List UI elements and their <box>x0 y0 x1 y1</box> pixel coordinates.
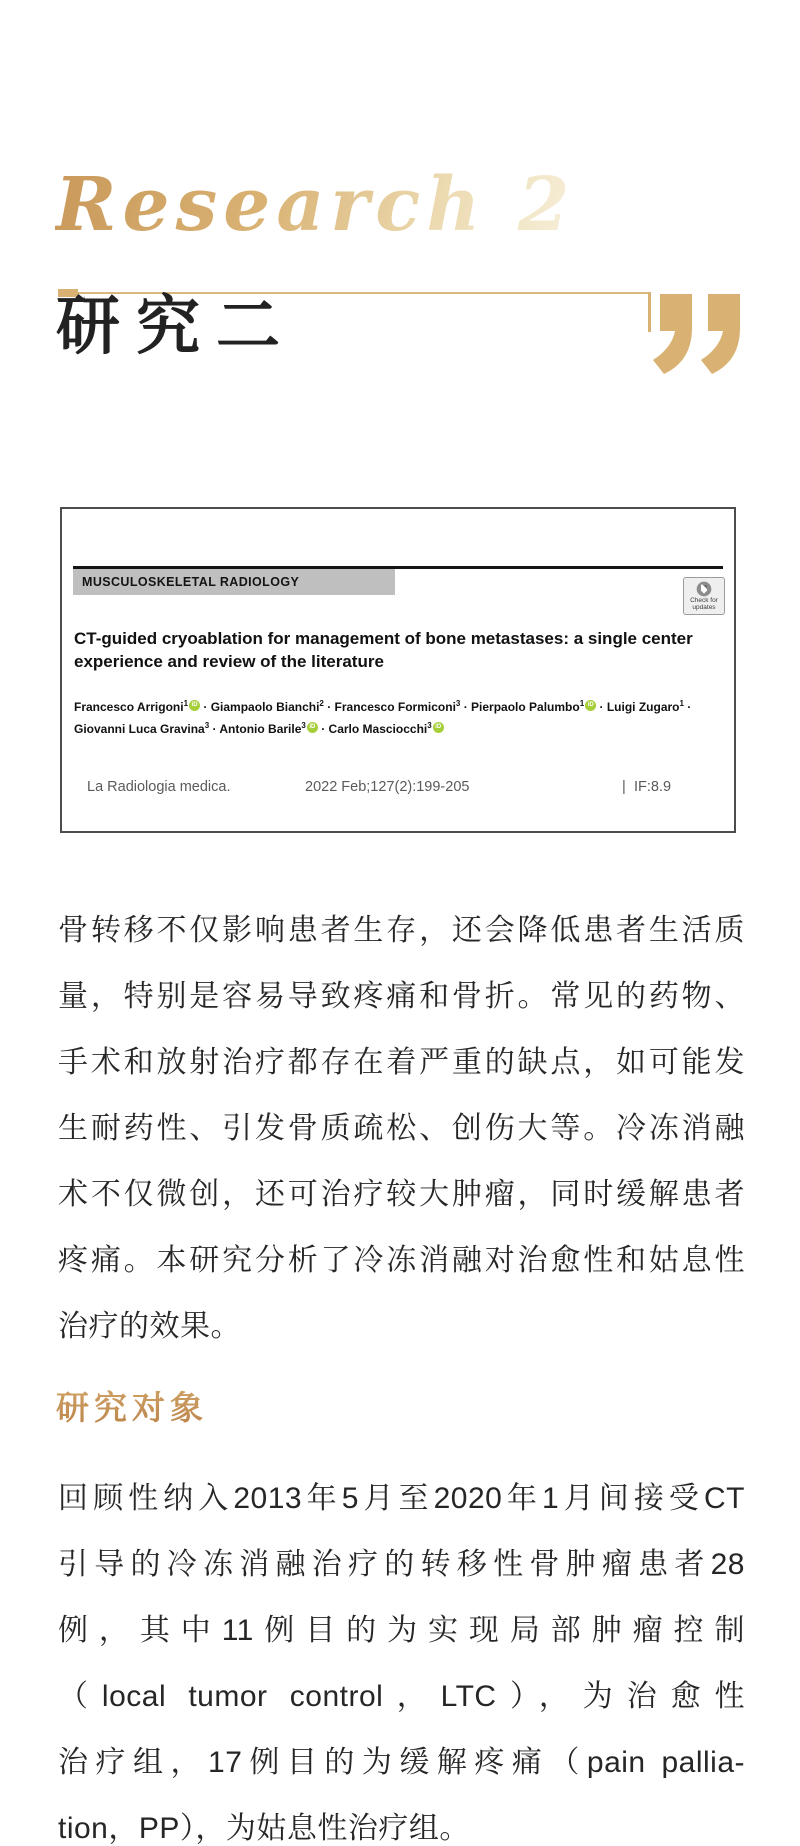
author-name: Giovanni Luca Gravina <box>74 721 205 736</box>
paper-authors <box>74 695 724 738</box>
author-separator: · <box>317 721 329 736</box>
author-affiliation-superscript: 3 <box>301 720 306 730</box>
body-text-line: 疼痛。本研究分析了冷冻消融对治愈性和姑息性 <box>58 1244 745 1277</box>
body-text-line: 骨转移不仅影响患者生存，还会降低患者生活质 <box>58 914 745 947</box>
impact-factor: IF:8.9 <box>634 779 672 795</box>
journal-citation-row <box>62 779 738 799</box>
author-affiliation-superscript: 3 <box>204 720 210 730</box>
author-affiliation-superscript: 3 <box>427 720 432 730</box>
body-text-line: 例，其中11例目的为实现局部肿瘤控制 <box>58 1614 745 1647</box>
author-affiliation-superscript: 1 <box>183 699 189 708</box>
impact-divider: | <box>622 779 626 795</box>
body-text-line: 手术和放射治疗都存在着严重的缺点，如可能发 <box>58 1046 745 1079</box>
subsection-heading: 研究对象 <box>56 1382 208 1429</box>
gold-divider-tick <box>648 292 651 332</box>
author-separator: · <box>596 700 607 714</box>
author-separator: · <box>460 700 472 714</box>
orcid-icon: iD <box>433 722 444 733</box>
paper-screenshot-card <box>60 507 736 833</box>
author-separator: · <box>209 721 220 736</box>
author-affiliation-superscript: 1 <box>579 699 585 708</box>
body-text-line: （local tumor control，LTC），为治愈性 <box>58 1680 745 1713</box>
journal-name: La Radiologia medica. <box>87 779 231 795</box>
authors-line-2 <box>74 717 724 739</box>
body-text-line: 量，特别是容易导致疼痛和骨折。常见的药物、 <box>58 980 745 1013</box>
author-name: Carlo Masciocchi <box>328 721 428 736</box>
author-separator: · <box>683 700 692 714</box>
author-name: Francesco Arrigoni <box>74 700 184 714</box>
body-text-line: tion，PP），为姑息性治疗组。 <box>58 1812 470 1845</box>
closing-quotes-icon <box>652 294 740 374</box>
check-badge-text-line2: updates <box>692 604 716 611</box>
author-name: Francesco Formiconi <box>334 700 456 714</box>
orcid-icon: iD <box>307 722 318 733</box>
author-name: Pierpaolo Palumbo <box>471 700 580 714</box>
body-text-line: 回顾性纳入2013年5月至2020年1月间接受CT <box>58 1482 745 1515</box>
orcid-icon: iD <box>189 700 200 711</box>
paper-category-label: MUSCULOSKELETAL RADIOLOGY <box>73 569 395 595</box>
paper-title: CT-guided cryoablation for management of bone metastases: a single center experience and review of the literature <box>74 629 693 671</box>
section-title: 研究二 <box>56 291 296 362</box>
author-name: Giampaolo Bianchi <box>210 700 320 714</box>
orcid-icon: iD <box>585 700 596 711</box>
check-for-updates-badge[interactable] <box>683 577 725 615</box>
body-text-line: 治疗的效果。 <box>58 1310 241 1343</box>
author-affiliation-superscript: 3 <box>455 699 461 708</box>
author-separator: · <box>200 700 211 714</box>
author-affiliation-superscript: 2 <box>319 699 324 708</box>
citation-text: 2022 Feb;127(2):199-205 <box>305 779 470 795</box>
body-text-line: 引导的冷冻消融治疗的转移性骨肿瘤患者28 <box>58 1548 745 1581</box>
body-text-line: 治疗组，17例目的为缓解疼痛（pain pallia- <box>58 1746 745 1779</box>
authors-line-1 <box>74 695 724 717</box>
paragraph-background <box>58 898 745 1360</box>
author-name: Luigi Zugaro <box>606 700 680 714</box>
body-text-line: 术不仅微创，还可治疗较大肿瘤，同时缓解患者 <box>58 1178 745 1211</box>
author-separator: · <box>323 700 335 714</box>
author-affiliation-superscript: 1 <box>679 699 684 708</box>
author-name: Antonio Barile <box>219 721 302 736</box>
research-script-title: Research 2 <box>55 162 576 248</box>
body-text-line: 生耐药性、引发骨质疏松、创伤大等。冷冻消融 <box>58 1112 745 1145</box>
check-badge-text-line1: Check for <box>690 597 718 604</box>
check-for-updates-icon <box>696 581 712 597</box>
paragraph-study-subjects <box>58 1466 745 1846</box>
